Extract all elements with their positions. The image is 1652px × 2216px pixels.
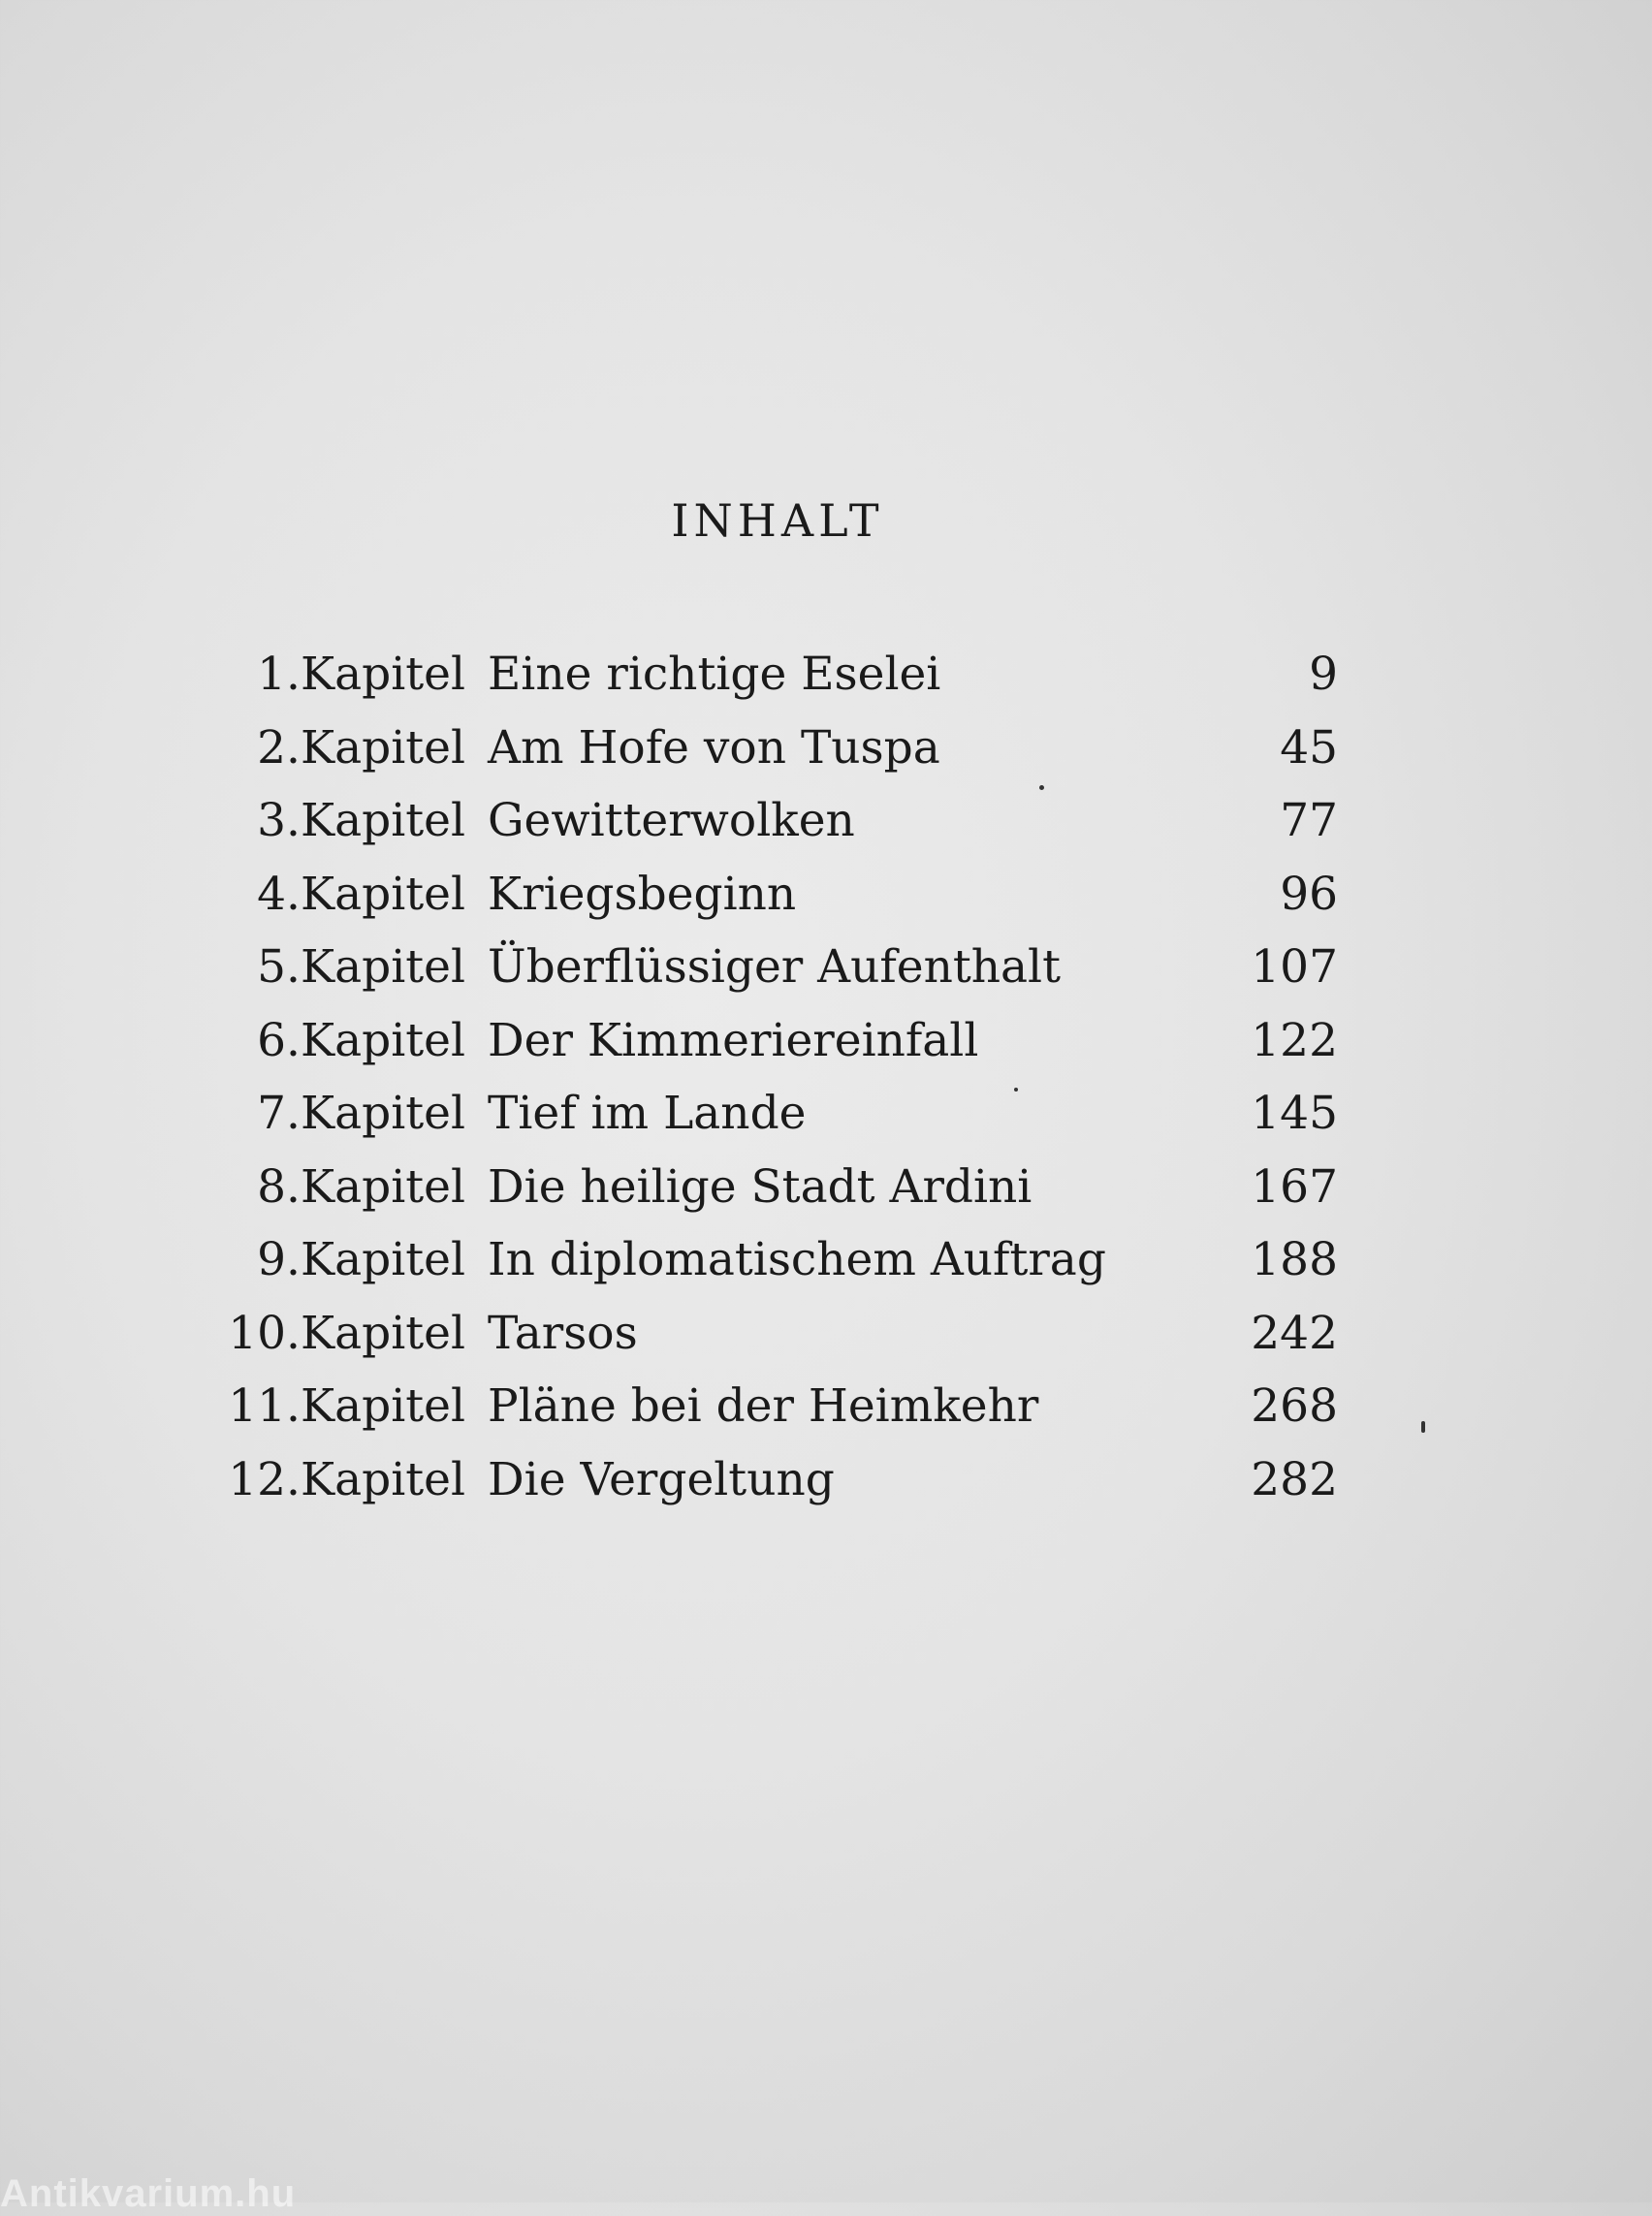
chapter-word: Kapitel (301, 720, 465, 775)
toc-row (194, 1297, 1338, 1371)
chapter-word: Kapitel (301, 1159, 465, 1214)
chapter-page: 268 (1251, 1379, 1338, 1433)
chapter-number: 6. (257, 1013, 301, 1067)
toc-row (194, 638, 1338, 712)
chapter-title: In diplomatischem Auftrag (488, 1233, 1106, 1286)
chapter-number: 12. (228, 1452, 301, 1506)
chapter-page: 122 (1251, 1013, 1338, 1067)
chapter-title: Gewitterwolken (488, 794, 855, 847)
toc-row (194, 931, 1338, 1004)
chapter-page: 96 (1280, 867, 1338, 921)
chapter-number: 5. (257, 940, 301, 994)
chapter-title: Kriegsbeginn (488, 867, 797, 921)
toc-row (194, 1443, 1338, 1517)
chapter-page: 188 (1251, 1233, 1338, 1286)
chapter-number: 1. (257, 648, 301, 701)
chapter-number: 2. (257, 720, 301, 775)
chapter-page: 242 (1251, 1306, 1338, 1360)
chapter-page: 167 (1251, 1159, 1338, 1214)
chapter-title: Pläne bei der Heimkehr (488, 1379, 1039, 1433)
chapter-word: Kapitel (301, 1233, 465, 1286)
chapter-number: 9. (257, 1233, 301, 1286)
chapter-number: 7. (257, 1087, 301, 1140)
chapter-page: 107 (1251, 940, 1338, 994)
chapter-page: 45 (1280, 720, 1338, 775)
chapter-title: Der Kimmeriereinfall (488, 1013, 979, 1067)
chapter-page: 145 (1251, 1087, 1338, 1140)
chapter-title: Die Vergeltung (488, 1452, 835, 1506)
toc-row (194, 1223, 1338, 1297)
chapter-title: Tief im Lande (488, 1087, 807, 1140)
toc-row (194, 784, 1338, 858)
chapter-word: Kapitel (301, 1452, 465, 1506)
toc-row (194, 1370, 1338, 1443)
paper-speck (1421, 1421, 1425, 1433)
chapter-word: Kapitel (301, 867, 465, 921)
chapter-word: Kapitel (301, 940, 465, 994)
chapter-title: Die heilige Stadt Ardini (488, 1159, 1032, 1214)
toc-row (194, 1077, 1338, 1151)
chapter-page: 77 (1280, 794, 1338, 847)
chapter-number: 8. (257, 1159, 301, 1214)
chapter-word: Kapitel (301, 1306, 465, 1360)
toc-row (194, 1004, 1338, 1078)
toc-row (194, 1151, 1338, 1224)
chapter-number: 3. (257, 794, 301, 847)
chapter-number: 11. (228, 1379, 301, 1433)
chapter-title: Überflüssiger Aufenthalt (488, 940, 1061, 994)
chapter-title: Tarsos (488, 1306, 638, 1360)
paper-speck (1039, 785, 1044, 790)
chapter-number: 4. (257, 867, 301, 921)
toc-list (194, 638, 1338, 1516)
chapter-title: Am Hofe von Tuspa (488, 720, 940, 775)
chapter-word: Kapitel (301, 794, 465, 847)
watermark: Antikvarium.hu (0, 2172, 297, 2215)
paper-speck (1014, 1088, 1018, 1092)
toc-row (194, 858, 1338, 932)
chapter-page: 9 (1309, 648, 1338, 701)
chapter-word: Kapitel (301, 648, 465, 701)
chapter-title: Eine richtige Eselei (488, 648, 941, 701)
chapter-word: Kapitel (301, 1013, 465, 1067)
toc-row (194, 712, 1338, 785)
chapter-word: Kapitel (301, 1379, 465, 1433)
chapter-number: 10. (228, 1306, 301, 1360)
chapter-word: Kapitel (301, 1087, 465, 1140)
toc-heading: INHALT (671, 494, 884, 547)
chapter-page: 282 (1251, 1452, 1338, 1506)
